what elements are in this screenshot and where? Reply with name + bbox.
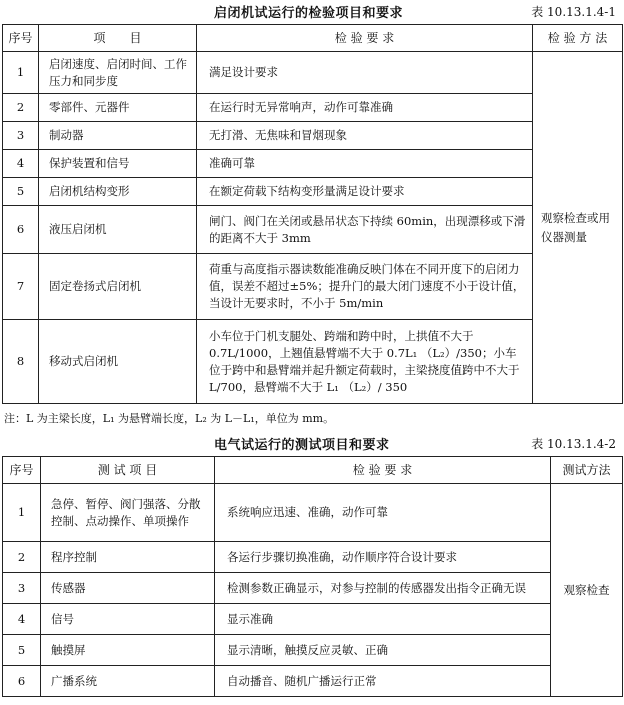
row-item: 急停、暂停、阀门强落、分散控制、点动操作、单项操作: [41, 484, 215, 542]
row-item: 固定卷扬式启闭机: [39, 254, 197, 320]
row-item: 液压启闭机: [39, 206, 197, 254]
table-row: [3, 604, 623, 635]
table-row: [3, 542, 623, 573]
row-no: 2: [3, 94, 39, 122]
row-no: 3: [3, 122, 39, 150]
row-no: 1: [3, 484, 41, 542]
row-req: 在额定荷载下结构变形量满足设计要求: [197, 178, 533, 206]
row-item: 移动式启闭机: [39, 320, 197, 404]
table1-header-item: 项 目: [39, 25, 197, 52]
table-row: [3, 52, 623, 94]
row-no: 1: [3, 52, 39, 94]
table2-header-req: 检 验 要 求: [215, 457, 551, 484]
table-row: [3, 206, 623, 254]
table1-header-req: 检 验 要 求: [197, 25, 533, 52]
table2-header-method: 测试方法: [551, 457, 623, 484]
table1-header-no: 序号: [3, 25, 39, 52]
row-no: 7: [3, 254, 39, 320]
table1-header-method: 检 验 方 法: [533, 25, 623, 52]
row-item: 制动器: [39, 122, 197, 150]
row-req: 检测参数正确显示，对参与控制的传感器发出指令正确无误: [215, 573, 551, 604]
row-item: 信号: [41, 604, 215, 635]
row-no: 8: [3, 320, 39, 404]
row-no: 5: [3, 178, 39, 206]
table2-header-row: [3, 457, 623, 484]
table1-method: [533, 52, 623, 404]
row-req: 各运行步骤切换准确，动作顺序符合设计要求: [215, 542, 551, 573]
row-no: 2: [3, 542, 41, 573]
table-row: [3, 573, 623, 604]
table2-header-no: 序号: [3, 457, 41, 484]
row-req: 显示准确: [215, 604, 551, 635]
row-item: 启闭速度、启闭时间、工作压力和同步度: [39, 52, 197, 94]
table-row: [3, 122, 623, 150]
table2-method: 观察检查: [551, 484, 623, 697]
table-row: [3, 666, 623, 697]
row-req: 显示清晰，触摸反应灵敏、正确: [215, 635, 551, 666]
table-row: [3, 150, 623, 178]
row-req: 小车位于门机支腿处、跨端和跨中时，上拱值不大于0.7L/1000，上翘值悬臂端不大于 0.7L₁ （L₂）/350；小车位于跨中和悬臂端并起升额定荷载时，主梁挠度值跨中不大于L/700，悬臂端不大于 L₁ （L₂）/ 350: [197, 320, 533, 404]
table-row: [3, 484, 623, 542]
row-item: 程序控制: [41, 542, 215, 573]
row-item: 启闭机结构变形: [39, 178, 197, 206]
table2-number: 表 10.13.1.4-2: [531, 437, 616, 451]
row-item: 零部件、元器件: [39, 94, 197, 122]
row-req: 荷重与高度指示器读数能准确反映门体在不同开度下的启闭力值，误差不超过±5%；提升门的最大闭门速度不小于设计值，当设计无要求时，不小于 5m/min: [197, 254, 533, 320]
table1-method-text: 观察检查或用仪器测量: [541, 210, 610, 244]
table-row: [3, 320, 623, 404]
table1-number: 表 10.13.1.4-1: [531, 5, 616, 19]
table1: [2, 24, 623, 404]
row-item: 广播系统: [41, 666, 215, 697]
table1-caption: [0, 0, 624, 22]
row-req: 满足设计要求: [197, 52, 533, 94]
row-item: 保护装置和信号: [39, 150, 197, 178]
table2: [2, 456, 623, 697]
row-no: 6: [3, 206, 39, 254]
row-no: 3: [3, 573, 41, 604]
row-req: 系统响应迅速、准确，动作可靠: [215, 484, 551, 542]
table-row: [3, 94, 623, 122]
row-req: 自动播音、随机广播运行正常: [215, 666, 551, 697]
table-row: [3, 254, 623, 320]
table2-header-item: 测 试 项 目: [41, 457, 215, 484]
table2-caption: [0, 432, 624, 454]
table-row: [3, 635, 623, 666]
row-req: 无打滑、无焦味和冒烟现象: [197, 122, 533, 150]
row-req: 准确可靠: [197, 150, 533, 178]
row-item: 触摸屏: [41, 635, 215, 666]
table1-note: 注：L 为主梁长度，L₁ 为悬臂端长度，L₂ 为 L－L₁，单位为 mm。: [4, 412, 335, 425]
row-no: 6: [3, 666, 41, 697]
table1-header-row: [3, 25, 623, 52]
row-req: 在运行时无异常响声，动作可靠准确: [197, 94, 533, 122]
row-no: 4: [3, 150, 39, 178]
row-req: 闸门、阀门在关闭或悬吊状态下持续 60min，出现漂移或下滑的距离不大于 3mm: [197, 206, 533, 254]
row-item: 传感器: [41, 573, 215, 604]
table1-title: 启闭机试运行的检验项目和要求: [214, 6, 404, 21]
table2-title: 电气试运行的测试项目和要求: [214, 438, 390, 453]
table-row: [3, 178, 623, 206]
row-no: 4: [3, 604, 41, 635]
row-no: 5: [3, 635, 41, 666]
